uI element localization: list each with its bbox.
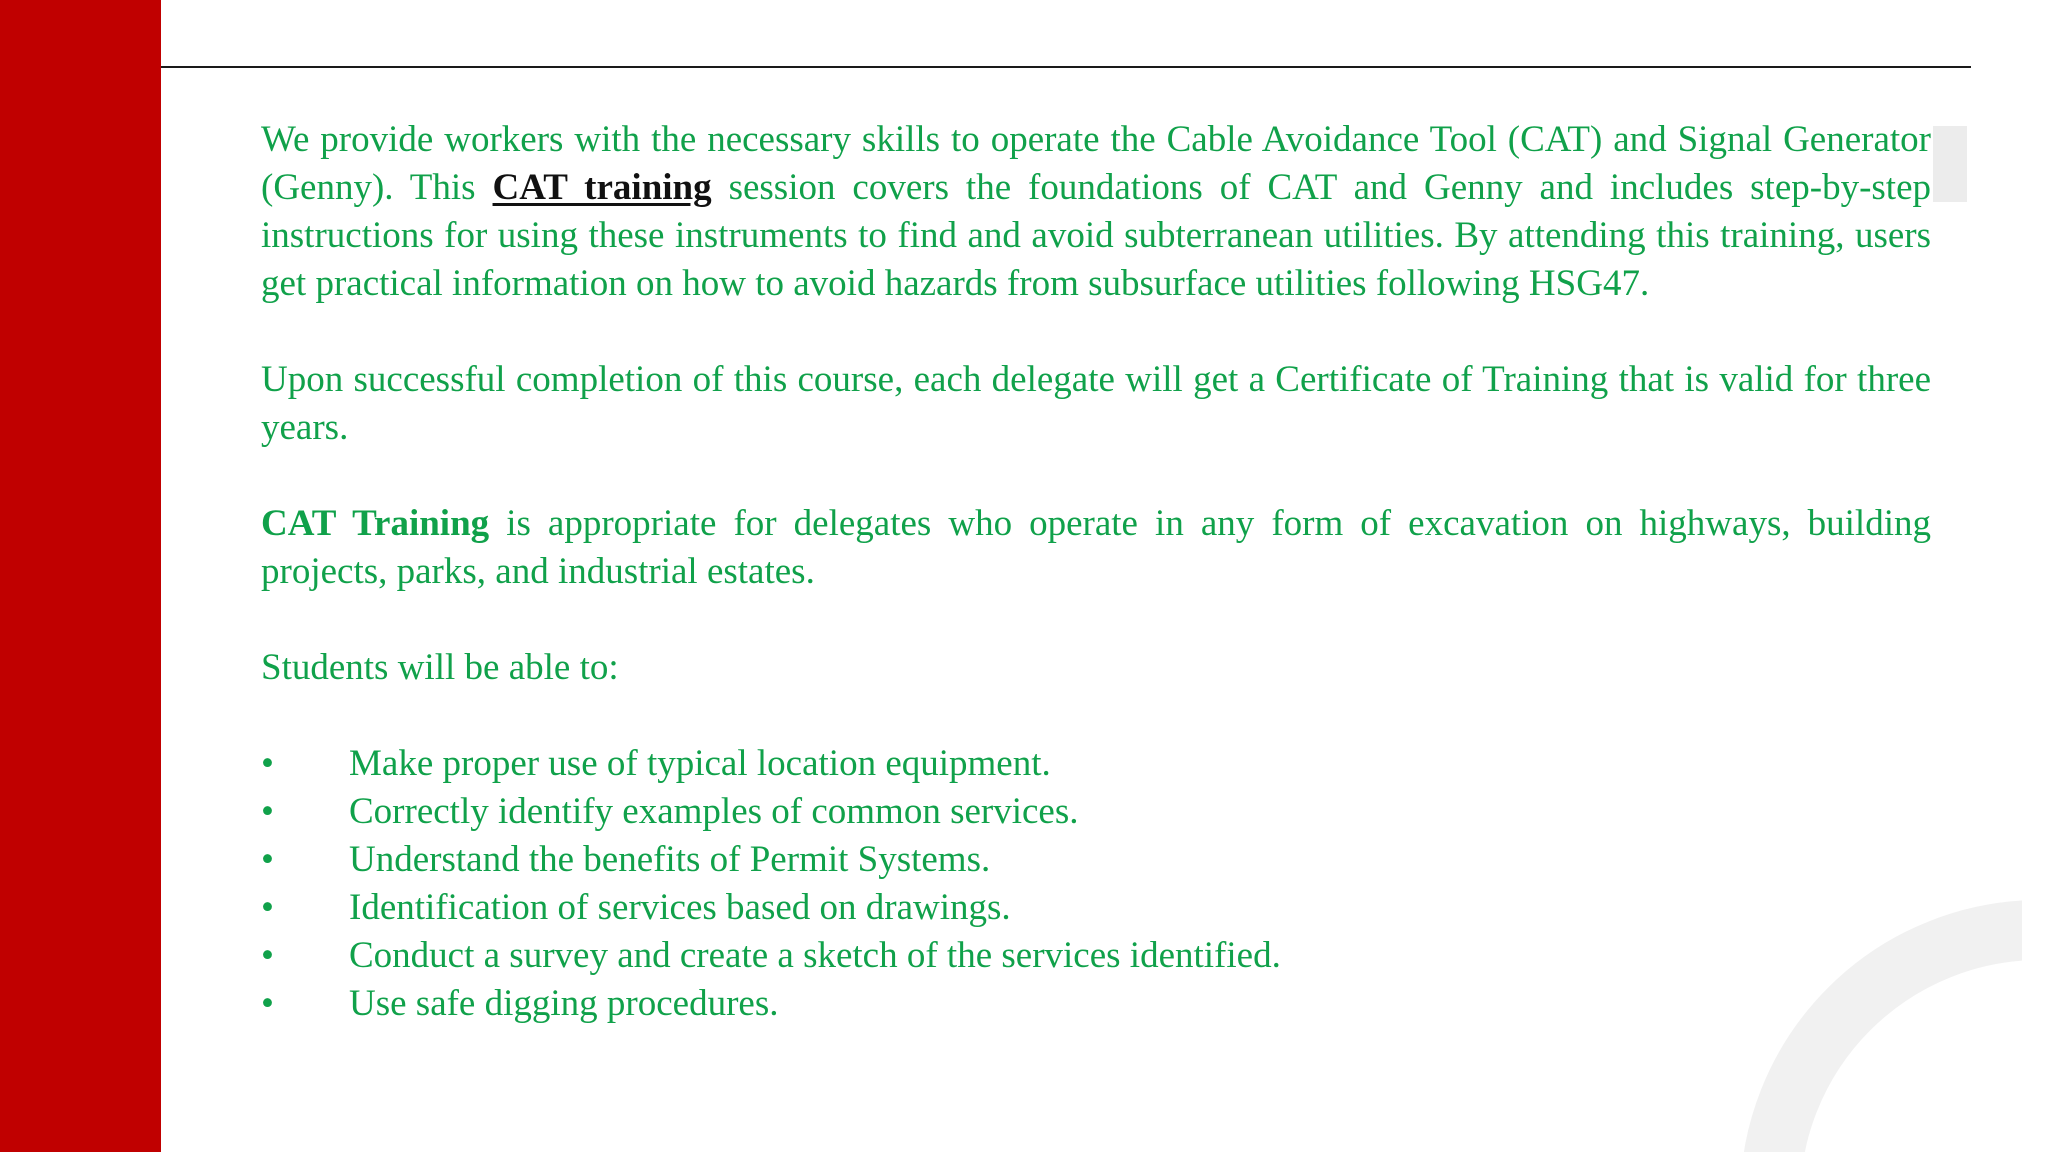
- certificate-paragraph: Upon successful completion of this course, each delegate will get a Certificate of Training that is valid for three years.: [261, 359, 1931, 448]
- list-item: [261, 836, 1931, 884]
- bullet-icon: •: [261, 791, 274, 832]
- bullet-icon: •: [261, 935, 274, 976]
- list-item-text: Correctly identify examples of common services.: [349, 791, 1079, 832]
- list-item-text: Understand the benefits of Permit Systems.: [349, 839, 991, 880]
- list-item: [261, 788, 1931, 836]
- list-item: [261, 932, 1931, 980]
- list-item: [261, 980, 1931, 1028]
- document-body: [261, 116, 1931, 1028]
- decorative-rectangle: [1933, 126, 1967, 202]
- top-divider: [161, 66, 1971, 68]
- red-side-bar: [0, 0, 161, 1152]
- bullet-icon: •: [261, 983, 274, 1024]
- suitability-text: is appropriate for delegates who operate in any form of excavation on highways, building projects, parks, and industrial estates.: [261, 503, 1931, 592]
- outcomes-lead: Students will be able to:: [261, 647, 619, 688]
- list-item-text: Use safe digging procedures.: [349, 983, 779, 1024]
- list-item-text: Make proper use of typical location equipment.: [349, 743, 1051, 784]
- cat-training-bold: CAT Training: [261, 503, 490, 544]
- bullet-icon: •: [261, 887, 274, 928]
- intro-paragraph: [261, 116, 1931, 308]
- outcomes-list: [261, 740, 1931, 1028]
- list-item-text: Conduct a survey and create a sketch of the services identified.: [349, 935, 1281, 976]
- list-item: [261, 884, 1931, 932]
- bullet-icon: •: [261, 743, 274, 784]
- suitability-paragraph: [261, 500, 1931, 596]
- bullet-icon: •: [261, 839, 274, 880]
- cat-training-link[interactable]: CAT training: [492, 167, 712, 208]
- list-item: [261, 740, 1931, 788]
- intro-text-start: We provide workers with the necessary skills to operate the Cable Avoidance Tool (CAT) and Signal Generator (Genny). This: [261, 119, 1931, 208]
- intro-text-end: session covers the foundations of CAT and Genny and includes step-by-step instructions for using these instruments to find and avoid subterranean utilities. By attending this training, users get practical information on how to avoid hazards from subsurface utilities following HSG47.: [261, 167, 1931, 304]
- list-item-text: Identification of services based on drawings.: [349, 887, 1011, 928]
